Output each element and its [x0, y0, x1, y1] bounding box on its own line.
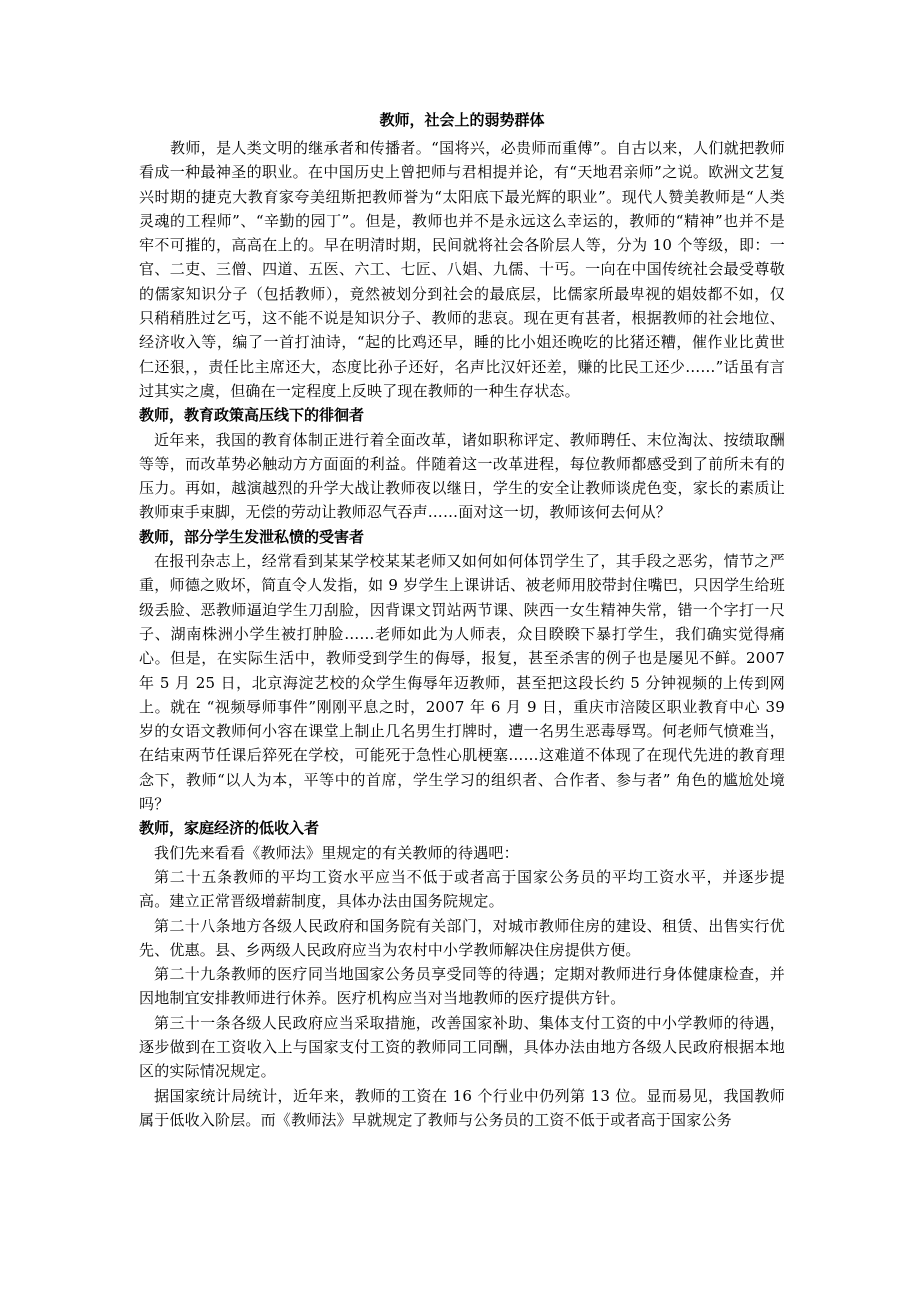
section-victims-paragraph: 在报刊杂志上，经常看到某某学校某某老师又如何如何体罚学生了，其手段之恶劣，情节之严重，师德之败坏，简直令人发指，如 9 岁学生上课讲话、被老师用胶带封住嘴巴，只因学生给班级丢脸、恶教师逼迫学生刀刮脸，因背课文罚站两节课、陕西一女生精神失常，错一个字打一尺子、湖南株洲小学生被打肿脸……老师如此为人师表，众目睽睽下暴打学生，我们确实觉得痛心。但是，在实际生活中，教师受到学生的侮辱，报复，甚至杀害的例子也是屡见不鲜。2007 年 5 月 25 日，北京海淀艺校的众学生侮辱年迈教师，甚至把这段长约 5 分钟视频的上传到网上。就在 “视频辱师事件”刚刚平息之时，2007 年 6 月 9 日，重庆市涪陵区职业教育中心 39 岁的女语文教师何小容在课堂上制止几名男生打牌时，遭一名男生恶毒辱骂。何老师气愤难当，在结束两节任课后猝死在学校，可能死于急性心肌梗塞……这难道不体现了在现代先进的教育理念下，教师“以人为本，平等中的首席，学生学习的组织者、合作者、参与者” 角色的尴尬处境吗？: [139, 552, 785, 814]
intro-paragraph: 教师，是人类文明的继承者和传播者。“国将兴，必贵师而重傅”。自古以来，人们就把教师看成一种最神圣的职业。在中国历史上曾把师与君相提并论，有“天地君亲师”之说。欧洲文艺复兴时期的捷克大教育家夸美纽斯把教师誉为“太阳底下最光辉的职业”。现代人赞美教师是“人类灵魂的工程师”、“辛勤的园丁”。但是，教师也并不是永远这么幸运的，教师的“精神”也并不是牢不可摧的，高高在上的。早在明清时期，民间就将社会各阶层人等，分为 10 个等级，即：一官、二吏、三僧、四道、五医、六工、七匠、八娼、九儒、十丐。一向在中国传统社会最受尊敬的儒家知识分子（包括教师），竟然被划分到社会的最底层，比儒家所最卑视的娼妓都不如，仅只稍稍胜过乞丐，这不能不说是知识分子、教师的悲哀。现在更有甚者，根据教师的社会地位、经济收入等，编了一首打油诗，“起的比鸡还早，睡的比小姐还晚吃的比猪还糟，催作业比黄世仁还狠，，责任比主席还大，态度比孙子还好，名声比汉奸还差，赚的比民工还少……”话虽有言过其实之虞，但确在一定程度上反映了现在教师的一种生存状态。: [139, 139, 785, 400]
section-heading-income: 教师，家庭经济的低收入者: [139, 819, 320, 838]
document-page: [139, 108, 785, 1132]
income-paragraph-article-28: 第二十八条地方各级人民政府和国务院有关部门，对城市教师住房的建设、租赁、出售实行优先、优惠。县、乡两级人民政府应当为农村中小学教师解决住房提供方便。: [139, 916, 785, 959]
income-paragraph-intro: 我们先来看看《教师法》里规定的有关教师的待遇吧：: [154, 843, 519, 862]
income-paragraph-article-31: 第三十一条各级人民政府应当采取措施，改善国家补助、集体支付工资的中小学教师的待遇，逐步做到在工资收入上与国家支付工资的教师同工同酬，具体办法由地方各级人民政府根据本地区的实际情况规定。: [139, 1013, 785, 1081]
section-heading-policy: 教师，教育政策高压线下的徘徊者: [139, 406, 365, 425]
document-title: 教师，社会上的弱势群体: [379, 111, 545, 129]
income-paragraph-statistics: 据国家统计局统计，近年来，教师的工资在 16 个行业中仍列第 13 位。显而易见，我国教师属于低收入阶层。而《教师法》早就规定了教师与公务员的工资不低于或者高于国家公务: [139, 1086, 785, 1129]
income-paragraph-article-29: 第二十九条教师的医疗同当地国家公务员享受同等的待遇；定期对教师进行身体健康检查，并因地制宜安排教师进行休养。医疗机构应当对当地教师的医疗提供方针。: [139, 965, 785, 1008]
section-heading-victims: 教师，部分学生发泄私愤的受害者: [139, 527, 365, 546]
income-paragraph-article-25: 第二十五条教师的平均工资水平应当不低于或者高于国家公务员的平均工资水平，并逐步提高。建立正常晋级增薪制度，具体办法由国务院规定。: [139, 867, 785, 911]
section-policy-paragraph: 近年来，我国的教育体制正进行着全面改革，诸如职称评定、教师聘任、末位淘汰、按绩取酬等等，而改革势必触动方方面面的利益。伴随着这一改革进程，每位教师都感受到了前所未有的压力。再如，越演越烈的升学大战让教师夜以继日，学生的安全让教师谈虎色变，家长的素质让教师束手束脚，无偿的劳动让教师忍气吞声……面对这一切，教师该何去何从？: [139, 430, 785, 522]
